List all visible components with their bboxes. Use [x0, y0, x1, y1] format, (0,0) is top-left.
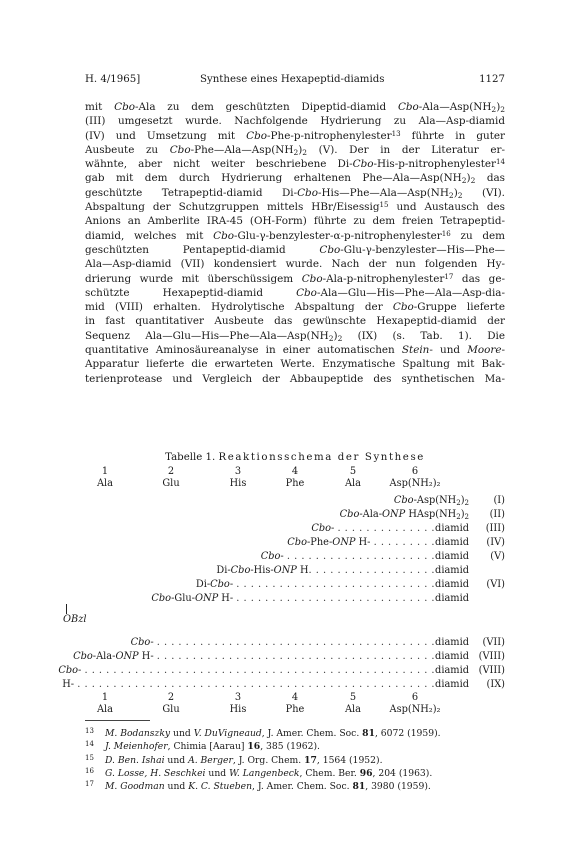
footnote: 17 M. Goodman und K. C. Stueben, J. Amer. Chem. Soc. 81, 3980 (1959). [85, 780, 431, 793]
scheme-row [85, 578, 505, 592]
residue-position: 4 [291, 692, 299, 703]
text-line: Abspaltung der Schutzgruppen mittels HBr/Eisessig$^{15}$ und Austausch des [85, 199, 505, 214]
scheme-formula: Cbo- . . . . . . . . . . . . . . . . . . . . .diamid [260, 551, 469, 562]
compound-number: (VI) [486, 579, 505, 590]
scheme-row [85, 550, 505, 564]
text-line: mid (VIII) erhalten. Hydrolytische Abspaltung der Cbo-Gruppe lieferte [85, 301, 505, 314]
footnotes [85, 727, 505, 793]
residue-position: 6 [411, 692, 419, 703]
scheme-row [85, 508, 505, 522]
scheme-formula: Di-Cbo-His-ONP H. . . . . . . . . . . . . . . . . .diamid [216, 565, 469, 576]
compound-number: (VII) [482, 637, 505, 648]
body-text [85, 100, 505, 386]
residue-position: 2 [167, 692, 175, 703]
residue-name: Asp(NH₂)₂ [389, 704, 441, 715]
residue-position: 6 [411, 466, 419, 477]
scheme-formula: H- . . . . . . . . . . . . . . . . . . . . . . . . . . . . . . . . . . . . . . . . . . . . . . . . . .diamid [62, 679, 469, 690]
footnote-number: 15 [85, 753, 94, 762]
running-title: Synthese eines Hexapeptid-diamids [200, 74, 385, 85]
residue-name: Ala [344, 478, 362, 489]
text-line: mit Cbo-Ala zu dem geschützten Dipeptid-diamid Cbo-$Ala—Asp(NH_2)_2$ [85, 101, 506, 114]
residue-position: 5 [349, 466, 357, 477]
scheme-row [62, 678, 505, 692]
text-line: in fast quantitativer Ausbeute das gewünschte Hexapeptid-diamid der [85, 315, 505, 328]
text-line: Sequenz $Ala—Glu—His—Phe—Ala—Asp(NH_2)_2$ (IX) (s. Tab. 1). Die [85, 329, 505, 343]
footnote-number: 13 [85, 727, 94, 735]
scheme-formula: Cbo- . . . . . . . . . . . . . . . . . . . . . . . . . . . . . . . . . . . . . . . . . . . . . . . . .diamid [58, 665, 469, 676]
residue-name: Ala [96, 478, 114, 489]
obzl-branch [63, 604, 87, 626]
compound-number: (IX) [486, 679, 505, 690]
footnote: 16 G. Losse, H. Seschkei und W. Langenbeck, Chem. Ber. 96, 204 (1963). [85, 766, 433, 779]
compound-number: (V) [490, 551, 505, 562]
residue-position: 3 [234, 692, 242, 703]
table-caption [85, 452, 505, 463]
text-line: (IV) und Umsetzung mit Cbo-Phe-p-nitrophenylester$^{13}$ führte in guter [85, 128, 505, 142]
residue-name: His [229, 478, 247, 489]
compound-number: (VIII) [478, 651, 505, 662]
footnote-number: 16 [85, 766, 94, 775]
compound-number: (II) [489, 509, 505, 520]
footnote: 13 M. Bodanszky und V. DuVigneaud, J. Amer. Chem. Soc. 81, 6072 (1959). [85, 727, 441, 739]
residue-position: 2 [167, 466, 175, 477]
text-line: geschützte Tetrapeptid-diamid $Di-Cbo-His—Phe—Ala—Asp(NH_2)_2$ (VI). [85, 186, 505, 200]
table-header-bottom [85, 692, 505, 720]
residue-name: Glu [162, 704, 180, 715]
footnote: 14 J. Meienhofer, Chimia [Aarau] 16, 385 (1962). [85, 740, 320, 753]
compound-number: (VIII) [478, 665, 505, 676]
scheme-formula: Cbo-Ala-ONP H- . . . . . . . . . . . . . . . . . . . . . . . . . . . . . . . . . . . . . . .diamid [73, 651, 469, 662]
text-line: diamid, welches mit Cbo-Glu-γ-benzylester-α-p-nitrophenylester$^{16}$ zu dem [85, 228, 505, 242]
scheme-formula: Cbo-Phe-ONP H- . . . . . . . . .diamid [287, 537, 469, 548]
compound-number: (III) [485, 523, 505, 534]
page-number: 1127 [479, 74, 505, 85]
table-caption-prefix: Tabelle 1. [165, 452, 216, 463]
residue-position: 1 [101, 692, 109, 703]
scheme-formula: Cbo- . . . . . . . . . . . . . .diamid [311, 523, 469, 534]
scheme-row [85, 494, 505, 508]
scheme-formula: Cbo- . . . . . . . . . . . . . . . . . . . . . . . . . . . . . . . . . . . . . . .diamid [130, 637, 469, 648]
scheme-row [58, 664, 505, 678]
footnote-number: 17 [85, 780, 94, 789]
scheme-formula: Cbo-Glu-ONP H- . . . . . . . . . . . . . . . . . . . . . . . . . . . .diamid [151, 593, 469, 604]
branch-line [66, 604, 67, 614]
residue-name: Phe [285, 478, 305, 489]
text-line: Anions an Amberlite IRA-45 (OH-Form) führte zu dem freien Tetrapeptid- [85, 215, 505, 228]
scheme-formula: Cbo-Ala-ONP $HAsp(NH_2)_2$ [339, 509, 469, 521]
footnote: 15 D. Ben. Ishai und A. Berger, J. Org. Chem. 17, 1564 (1952). [85, 753, 383, 766]
text-line: Apparatur lieferte die erwarteten Werte. Enzymatische Spaltung mit Bak- [85, 358, 505, 371]
text-line: geschützten Pentapeptid-diamid Cbo-Glu-γ-benzylester—His—Phe— [85, 243, 505, 256]
scheme-row [85, 522, 505, 536]
residue-position: 1 [101, 466, 109, 477]
text-line: Ausbeute zu Cbo-$Phe—Ala—Asp(NH_2)_2$ (V). Der in der Literatur er- [85, 143, 505, 157]
residue-name: Asp(NH₂)₂ [389, 478, 441, 489]
residue-name: Phe [285, 704, 305, 715]
compound-number: (I) [493, 495, 505, 506]
footnote-rule [85, 720, 150, 721]
issue-label: H. 4/1965] [85, 74, 141, 85]
obzl-label: OBzl [63, 614, 87, 625]
text-line: (III) umgesetzt wurde. Nachfolgende Hydrierung zu Ala—Asp-diamid [85, 115, 505, 128]
running-header [85, 74, 505, 88]
text-line: quantitative Aminosäureanalyse in einer automatischen Stein- und Moore- [85, 344, 506, 357]
text-line: wähnte, aber nicht weiter beschriebene Di-Cbo-His-p-nitrophenylester$^{14}$ [85, 157, 505, 171]
scheme-row [85, 636, 505, 650]
scheme-row [85, 564, 505, 578]
residue-position: 4 [291, 466, 299, 477]
residue-name: Glu [162, 478, 180, 489]
residue-name: Ala [344, 704, 362, 715]
text-line: terienprotease und Vergleich der Abbaupeptide des synthetischen Ma- [85, 372, 505, 385]
footnote-number: 14 [85, 740, 94, 749]
scheme-formula: Cbo-$Asp(NH_2)_2$ [393, 495, 469, 507]
text-line: Ala—Asp-diamid (VII) kondensiert wurde. Nach der nun folgenden Hy- [85, 258, 505, 271]
text-line: drierung wurde mit überschüssigem Cbo-Ala-p-nitrophenylester$^{17}$ das ge- [85, 271, 505, 285]
table-header-top [85, 466, 505, 494]
scheme-row [73, 650, 505, 664]
text-line: gab mit dem durch Hydrierung erhaltenen $Phe—Ala—Asp(NH_2)_2$ das [85, 172, 506, 186]
residue-position: 3 [234, 466, 242, 477]
residue-name: His [229, 704, 247, 715]
residue-position: 5 [349, 692, 357, 703]
table-caption-text: Reaktionsschema der Synthese [218, 452, 425, 463]
compound-number: (IV) [486, 537, 505, 548]
scheme-row [85, 536, 505, 550]
residue-name: Ala [96, 704, 114, 715]
scheme-formula: Di-Cbo- . . . . . . . . . . . . . . . . . . . . . . . . . . . .diamid [195, 579, 469, 590]
text-line: schützte Hexapeptid-diamid Cbo-Ala—Glu—His—Phe—Ala—Asp-dia- [85, 286, 505, 299]
scheme-row [85, 592, 505, 606]
